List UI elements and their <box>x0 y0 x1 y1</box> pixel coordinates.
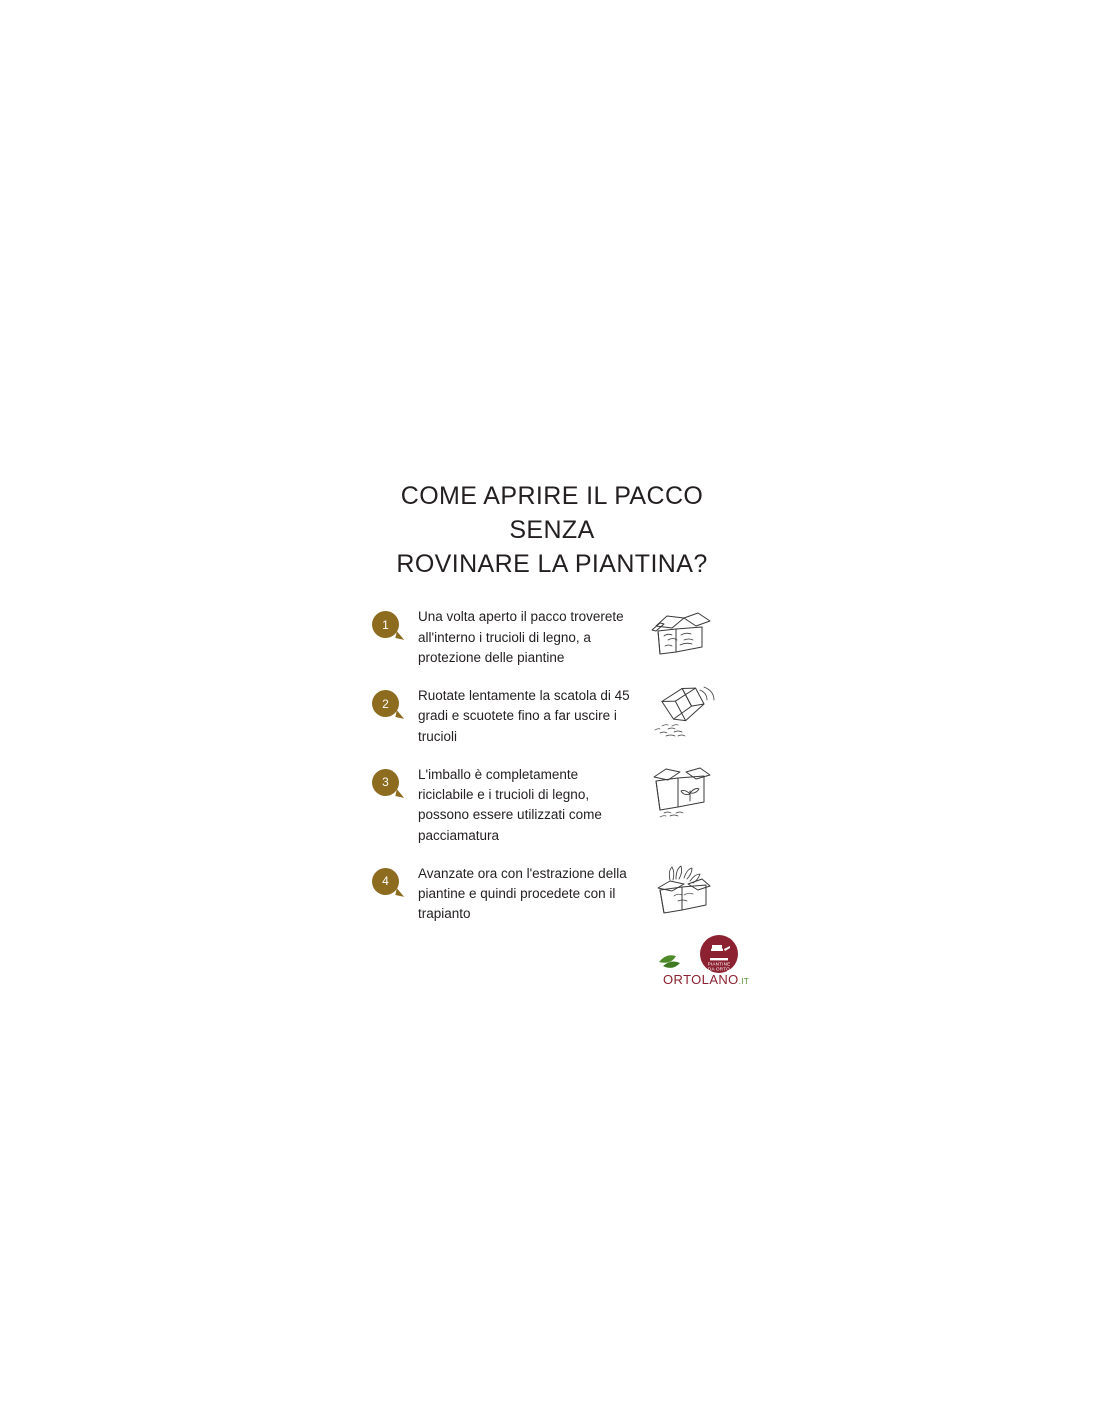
list-item <box>372 684 752 747</box>
step-text-2: Ruotate lentamente la scatola di 45 gradi e scuotete fino a far uscire i trucioli <box>418 688 630 744</box>
list-item <box>372 862 752 925</box>
logo-wordmark: ORTOLANO.IT <box>663 972 750 987</box>
step-badge-wrap-2 <box>372 684 418 717</box>
leaf-mark-icon <box>659 955 680 968</box>
list-item <box>372 763 752 846</box>
logo-wordmark-text <box>657 988 658 989</box>
step-badge-wrap-3 <box>372 763 418 796</box>
step-text-4: Avanzate ora con l'estrazione della piantine e quindi procedete con il trapianto <box>418 865 627 922</box>
badge-line-1: PIANTINE <box>707 961 731 967</box>
page-title <box>372 480 732 581</box>
round-badge-icon <box>700 935 738 973</box>
box-with-seedling-icon <box>640 763 718 823</box>
step-badge-wrap-4 <box>372 862 418 895</box>
steps-list <box>372 605 752 924</box>
list-item <box>372 605 752 668</box>
page-title-line-2: ROVINARE LA PIANTINA? <box>396 549 708 578</box>
badge-line-2: DA ORTO <box>708 966 730 972</box>
hands-extracting-plant-icon <box>640 862 718 922</box>
step-text-1: Una volta aperto il pacco troverete all'interno i trucioli di legno, a protezione delle piantine <box>418 609 624 665</box>
tilted-box-shaking-icon <box>640 684 718 744</box>
open-box-icon <box>640 605 718 665</box>
brand-logo <box>657 932 750 987</box>
infographic-panel <box>372 480 752 987</box>
page-title-line-1: COME APRIRE IL PACCO SENZA <box>400 482 704 544</box>
logo-badge-line-1 <box>657 988 658 989</box>
step-number-badge-2: 2 <box>372 690 399 717</box>
logo-wordmark-suffix <box>657 988 658 989</box>
step-number-badge-3: 3 <box>372 769 399 796</box>
step-number-badge-1: 1 <box>372 611 399 638</box>
step-text-3: L'imballo è completamente riciclabile e i trucioli di legno, possono essere utilizzati come pacciamatura <box>418 766 602 843</box>
logo-badge-line-2 <box>657 988 658 989</box>
step-badge-wrap-1 <box>372 605 418 638</box>
step-number-badge-4: 4 <box>372 868 399 895</box>
